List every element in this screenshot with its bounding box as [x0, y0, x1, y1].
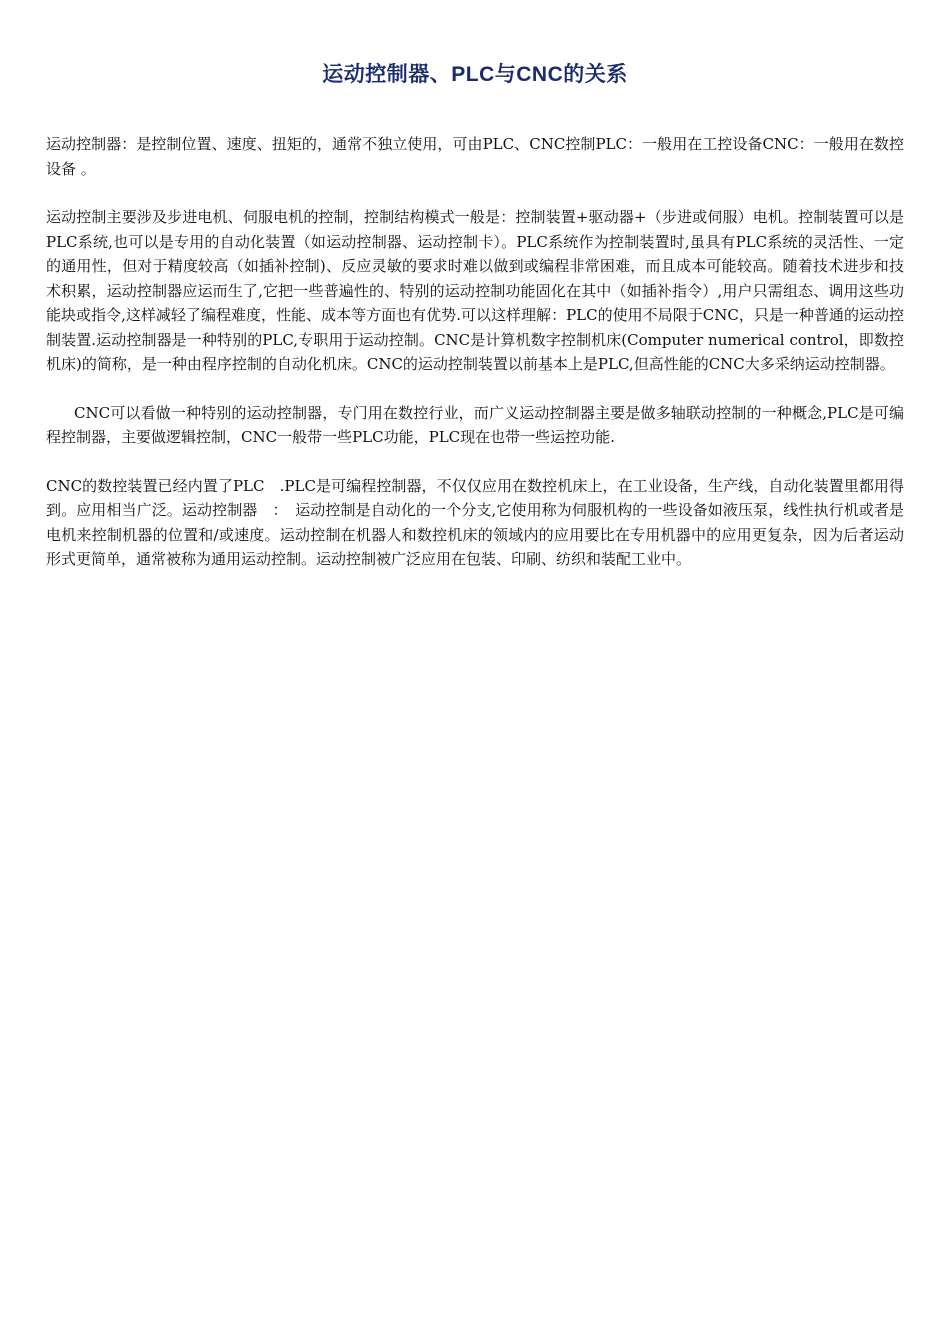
paragraph-definitions: 运动控制器：是控制位置、速度、扭矩的，通常不独立使用，可由PLC、CNC控制PLC：一般用在工控设备CNC：一般用在数控设备 。	[46, 135, 904, 178]
paragraph-motion-control: 运动控制主要涉及步进电机、伺服电机的控制，控制结构模式一般是：控制装置+驱动器+（步进或伺服）电机。控制装置可以是PLC系统,也可以是专用的自动化装置（如运动控制器、运动控制卡）。PLC系统作为控制装置时,虽具有PLC系统的灵活性、一定的通用性，但对于精度较高（如插补控制)、反应灵敏的要求时难以做到或编程非常困难，而且成本可能较高。随着技术进步和技术积累，运动控制器应运而生了,它把一些普遍性的、特别的运动控制功能固化在其中（如插补指令）,用户只需组态、调用这些功能块或指令,这样减轻了编程难度，性能、成本等方面也有优势.可以这样理解：PLC的使用不局限于CNC，只是一种普通的运动控制装置.运动控制器是一种特别的PLC,专职用于运动控制。CNC是计算机数字控制机床(Computer numerical control，即数控机床)的简称，是一种由程序控制的自动化机床。CNC的运动控制装置以前基本上是PLC,但高性能的CNC大多采纳运动控制器。	[46, 208, 904, 373]
paragraph-cnc-comparison: CNC可以看做一种特别的运动控制器，专门用在数控行业，而广义运动控制器主要是做多轴联动控制的一种概念,PLC是可编程控制器，主要做逻辑控制，CNC一般带一些PLC功能，PLC现在也带一些运控功能.	[46, 403, 904, 446]
document-title: 运动控制器、PLC与CNC的关系	[322, 63, 628, 86]
paragraph-cnc-plc-applications: CNC的数控装置已经内置了PLC .PLC是可编程控制器，不仅仅应用在数控机床上，在工业设备，生产线，自动化装置里都用得到。应用相当广泛。运动控制器 ： 运动控制是自动化的一个分支,它使用称为伺服机构的一些设备如液压泵，线性执行机或者是电机来控制机器的位置和/或速度。运动控制在机器人和数控机床的领域内的应用要比在专用机器中的应用更复杂，因为后者运动形式更简单，通常被称为通用运动控制。运动控制被广泛应用在包装、印刷、纺织和装配工业中。	[46, 476, 904, 568]
